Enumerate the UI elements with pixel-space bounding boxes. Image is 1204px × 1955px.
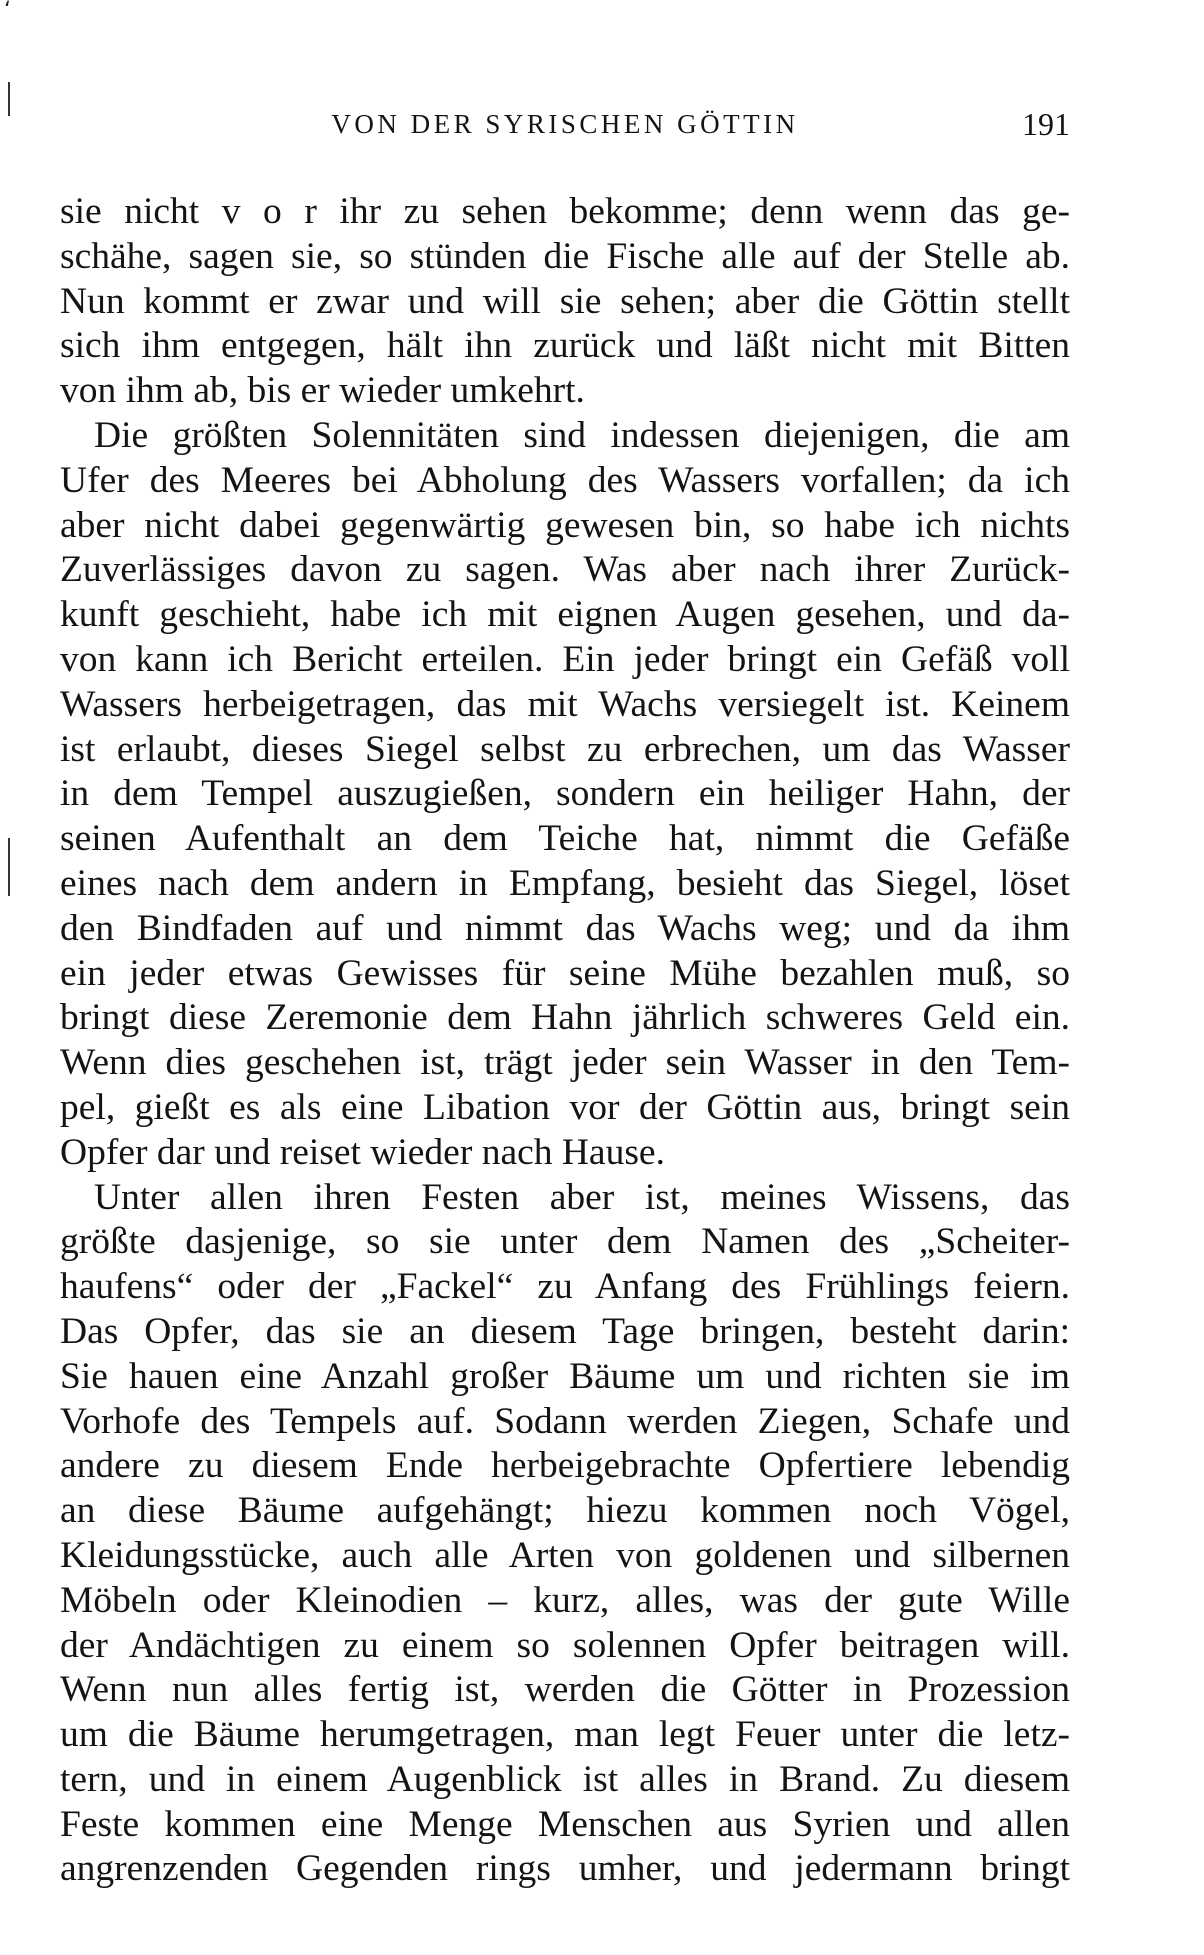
- text-line: Zuverlässiges davon zu sagen. Was aber nach ihrer Zurück-: [60, 549, 1070, 591]
- text-line: Kleidungsstücke, auch alle Arten von goldenen und silbernen: [60, 1534, 1070, 1576]
- text-line: kunft geschieht, habe ich mit eignen Augen gesehen, und da-: [60, 594, 1070, 636]
- text-line: tern, und in einem Augenblick ist alles in Brand. Zu diesem: [60, 1758, 1070, 1800]
- text-line: an diese Bäume aufgehängt; hiezu kommen noch Vögel,: [60, 1490, 1070, 1532]
- text-line: Ufer des Meeres bei Abholung des Wassers vorfallen; da ich: [60, 459, 1070, 501]
- text-line: Möbeln oder Kleinodien – kurz, alles, was der gute Wille: [60, 1579, 1070, 1621]
- text-line: Vorhofe des Tempels auf. Sodann werden Ziegen, Schafe und: [60, 1400, 1070, 1442]
- text-line: von kann ich Bericht erteilen. Ein jeder bringt ein Gefäß voll: [60, 638, 1070, 680]
- text-line: seinen Aufenthalt an dem Teiche hat, nimmt die Gefäße: [60, 818, 1070, 860]
- corner-mark: ʻ: [4, 0, 11, 23]
- text-line: Wassers herbeigetragen, das mit Wachs versiegelt ist. Keinem: [60, 683, 1070, 725]
- text-line: eines nach dem andern in Empfang, besieht das Siegel, löset: [60, 862, 1070, 904]
- text-line: der Andächtigen zu einem so solennen Opfer beitragen will.: [60, 1624, 1070, 1666]
- text-line: andere zu diesem Ende herbeigebrachte Opfertiere lebendig: [60, 1445, 1070, 1487]
- text-line: Die größten Solennitäten sind indessen diejenigen, die am: [94, 414, 1070, 456]
- text-line: Sie hauen eine Anzahl großer Bäume um und richten sie im: [60, 1355, 1070, 1397]
- page-number: 191: [1022, 106, 1070, 142]
- text-line: Feste kommen eine Menge Menschen aus Syrien und allen: [60, 1803, 1070, 1845]
- margin-mark-top: [8, 82, 10, 116]
- text-line: Wenn nun alles fertig ist, werden die Götter in Prozession: [60, 1669, 1070, 1711]
- text-line: sich ihm entgegen, hält ihn zurück und läßt nicht mit Bitten: [60, 325, 1070, 367]
- body-text: [60, 190, 1070, 1892]
- text-line: in dem Tempel auszugießen, sondern ein heiliger Hahn, der: [60, 773, 1070, 815]
- text-line: um die Bäume herumgetragen, man legt Feuer unter die letz-: [60, 1714, 1070, 1756]
- text-line: sie nicht v o r ihr zu sehen bekomme; denn wenn das ge-: [60, 191, 1070, 232]
- page-header: [60, 104, 1070, 144]
- text-line: Das Opfer, das sie an diesem Tage bringen, besteht darin:: [60, 1310, 1070, 1352]
- text-line: Nun kommt er zwar und will sie sehen; aber die Göttin stellt: [60, 280, 1070, 322]
- margin-mark-middle: [8, 838, 10, 896]
- text-line: ist erlaubt, dieses Siegel selbst zu erbrechen, um das Wasser: [60, 728, 1070, 770]
- running-title: VON DER SYRISCHEN GÖTTIN: [331, 109, 799, 139]
- text-line: ein jeder etwas Gewisses für seine Mühe bezahlen muß, so: [60, 952, 1070, 994]
- text-line: bringt diese Zeremonie dem Hahn jährlich schweres Geld ein.: [60, 997, 1070, 1039]
- text-line: Opfer dar und reiset wieder nach Hause.: [60, 1131, 665, 1173]
- text-line: pel, gießt es als eine Libation vor der Göttin aus, bringt sein: [60, 1086, 1070, 1128]
- text-line: angrenzenden Gegenden rings umher, und jedermann bringt: [60, 1848, 1070, 1890]
- text-line: von ihm ab, bis er wieder umkehrt.: [60, 370, 585, 412]
- text-line: aber nicht dabei gegenwärtig gewesen bin, so habe ich nichts: [60, 504, 1070, 546]
- text-line: schähe, sagen sie, so stünden die Fische alle auf der Stelle ab.: [60, 235, 1070, 277]
- text-line: haufens“ oder der „Fackel“ zu Anfang des Frühlings feiern.: [60, 1266, 1070, 1308]
- text-line: den Bindfaden auf und nimmt das Wachs weg; und da ihm: [60, 907, 1070, 949]
- text-line: größte dasjenige, so sie unter dem Namen des „Scheiter-: [60, 1221, 1070, 1263]
- text-line: Wenn dies geschehen ist, trägt jeder sein Wasser in den Tem-: [60, 1042, 1070, 1084]
- text-line: Unter allen ihren Festen aber ist, meines Wissens, das: [94, 1176, 1070, 1218]
